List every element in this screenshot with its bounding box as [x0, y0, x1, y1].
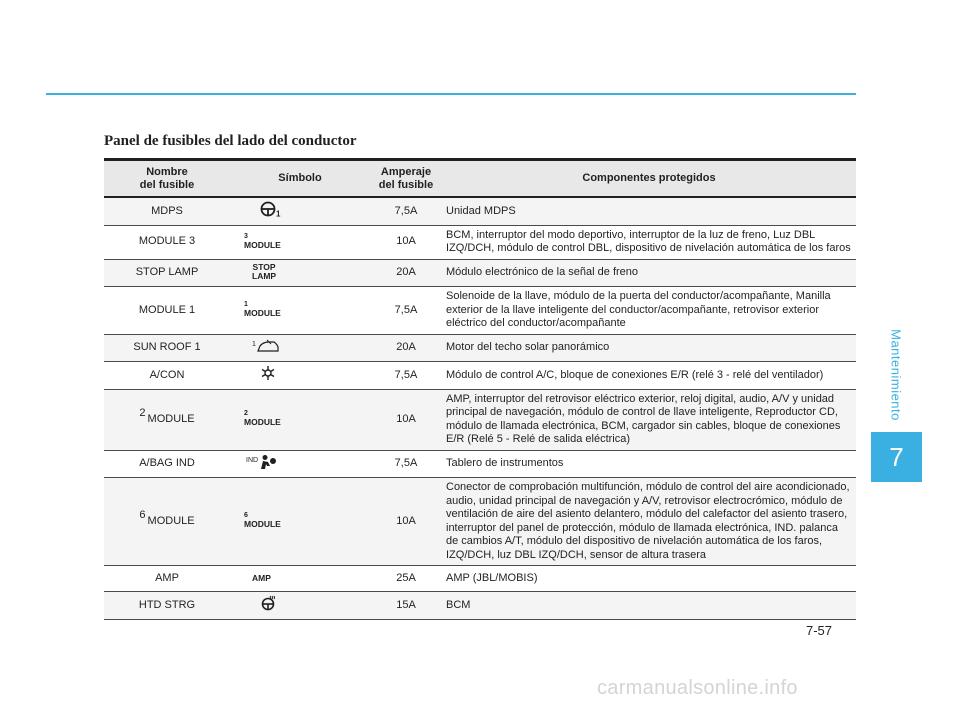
airbag-icon — [258, 454, 278, 475]
fuse-name: AMP — [104, 566, 230, 592]
fuse-table — [104, 158, 856, 620]
header-fuse-name: Nombre del fusible — [104, 160, 230, 198]
table-row — [104, 334, 856, 362]
module-symbol: $^6$ MODULE — [244, 512, 281, 530]
table-row — [104, 225, 856, 259]
fuse-name: A/BAG IND — [104, 450, 230, 478]
fuse-amperage: 7,5A — [370, 287, 442, 335]
table-row — [104, 287, 856, 335]
table-row — [104, 450, 856, 478]
header-rule — [46, 93, 856, 95]
fuse-amperage: 7,5A — [370, 362, 442, 390]
fuse-amperage: 10A — [370, 389, 442, 450]
fuse-symbol — [230, 259, 370, 287]
fuse-amperage: 10A — [370, 478, 442, 566]
table-row — [104, 389, 856, 450]
header-symbol: Símbolo — [230, 160, 370, 198]
fuse-name: HTD STRG — [104, 592, 230, 620]
fuse-name: MDPS — [104, 197, 230, 225]
table-row — [104, 478, 856, 566]
fuse-components: BCM — [442, 592, 856, 620]
fuse-symbol — [230, 478, 370, 566]
chapter-tab-label: Mantenimiento — [888, 329, 904, 421]
fuse-symbol — [230, 287, 370, 335]
fuse-symbol — [230, 389, 370, 450]
header-amperage: Amperaje del fusible — [370, 160, 442, 198]
chapter-number-badge: 7 — [871, 432, 922, 482]
fuse-components: AMP (JBL/MOBIS) — [442, 566, 856, 592]
fuse-components: Solenoide de la llave, módulo de la puerta del conductor/acompañante, Manilla exterior de la llave inteligente del conductor/acompañante, retrovisor exterior eléctrico del conductor/acompañante — [442, 287, 856, 335]
fuse-amperage: 15A — [370, 592, 442, 620]
steering-icon — [260, 201, 276, 222]
table-row — [104, 362, 856, 390]
module-symbol: $^2$ MODULE — [244, 410, 281, 428]
fuse-components: Módulo de control A/C, bloque de conexiones E/R (relé 3 - relé del ventilador) — [442, 362, 856, 390]
section-title: Panel de fusibles del lado del conductor — [104, 133, 357, 149]
fuse-symbol: IND — [230, 450, 370, 478]
fuse-amperage: 20A — [370, 259, 442, 287]
fuse-name: MODULE 1 — [104, 287, 230, 335]
fuse-name: MODULE 3 — [104, 225, 230, 259]
footer-watermark: carmanualsonline.info — [597, 677, 798, 699]
fuse-symbol — [230, 362, 370, 390]
fuse-components: Unidad MDPS — [442, 197, 856, 225]
fuse-amperage: 20A — [370, 334, 442, 362]
fuse-name: STOP LAMP — [104, 259, 230, 287]
table-row — [104, 566, 856, 592]
stop-lamp-symbol: STOP LAMP — [252, 261, 277, 281]
fuse-name: A/CON — [104, 362, 230, 390]
table-row — [104, 592, 856, 620]
fuse-components: BCM, interruptor del modo deportivo, interruptor de la luz de freno, Luz DBL IZQ/DCH, módulo de control DBL, dispositivo de nivelación automática de los faros — [442, 225, 856, 259]
fuse-name: 2 MODULE — [104, 389, 230, 450]
table-header-row — [104, 160, 856, 198]
snowflake-icon — [260, 365, 276, 386]
fuse-amperage: 7,5A — [370, 197, 442, 225]
fuse-symbol — [230, 566, 370, 592]
header-components: Componentes protegidos — [442, 160, 856, 198]
heated-steering-icon — [260, 595, 278, 616]
fuse-symbol — [230, 592, 370, 620]
module-symbol: $^3$ MODULE — [244, 232, 281, 250]
fuse-components: Módulo electrónico de la señal de freno — [442, 259, 856, 287]
module-symbol: $^1$ MODULE — [244, 301, 281, 318]
fuse-amperage: 10A — [370, 225, 442, 259]
fuse-symbol — [230, 225, 370, 259]
page-number: 7-57 — [806, 623, 833, 638]
fuse-components: Tablero de instrumentos — [442, 450, 856, 478]
table-row — [104, 259, 856, 287]
fuse-symbol: 1 — [230, 197, 370, 225]
fuse-components: Motor del techo solar panorámico — [442, 334, 856, 362]
amp-symbol: AMP — [252, 572, 271, 583]
fuse-components: Conector de comprobación multifunción, módulo de control del aire acondicionado, audio, unidad principal de navegación y A/V, retrovisor electrocrómico, módulo de ventilación de aire del asiento delantero, módulo del calefactor del asiento trasero, interruptor del panel de protección, módulo de llamada electrónica, IND. palanca de cambios A/T, módulo del dispositivo de nivelación automática de los faros, IZQ/DCH, luz DBL IZQ/DCH, sensor de altura trasera — [442, 478, 856, 566]
fuse-name: SUN ROOF 1 — [104, 334, 230, 362]
table-row — [104, 197, 856, 225]
fuse-components: AMP, interruptor del retrovisor eléctrico exterior, reloj digital, audio, A/V y unidad principal de navegación, módulo de control de llave inteligente, Reproductor CD, módulo de llamada electrónica, BCM, cargador sin cables, bloque de conexiones E/R (Relé 5 - Relé de salida eléctrica) — [442, 389, 856, 450]
fuse-name: 6 MODULE — [104, 478, 230, 566]
sunroof-icon — [256, 338, 280, 359]
fuse-amperage: 7,5A — [370, 450, 442, 478]
fuse-symbol: 1 — [230, 334, 370, 362]
fuse-amperage: 25A — [370, 566, 442, 592]
